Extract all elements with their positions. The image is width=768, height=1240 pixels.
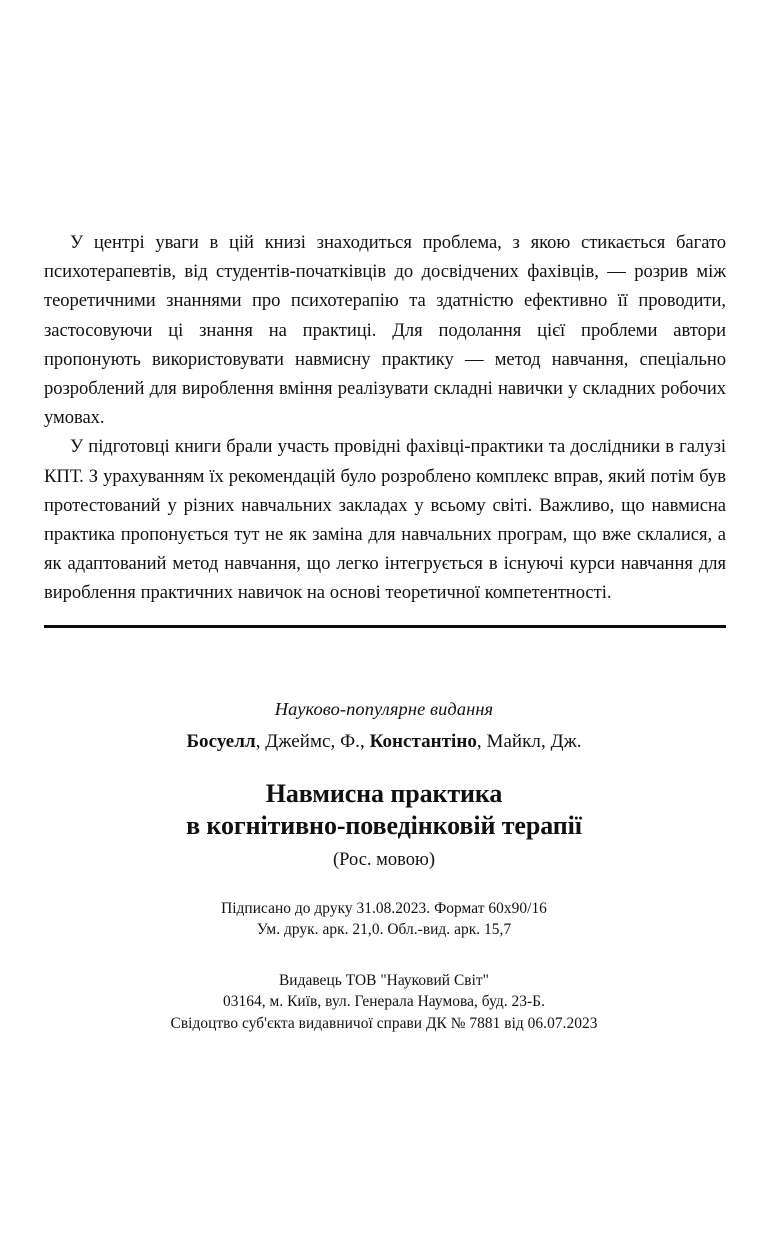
- body-paragraph-1: У центрі уваги в цій книзі знаходиться проблема, з якою стикається багато психотерапевтів, від студентів-початківців до досвідчених фахівців, — розрив між теоретичними знаннями про психотерапію та здатністю ефективно її проводити, застосовуючи ці знання на практиці. Для подолання цієї проблеми автори пропонують використовувати навмисну практику — метод навчання, спеціально розроблений для вироблення вміння реалізувати складні навички у складних робочих умовах.: [44, 232, 726, 429]
- author-surname-2: Константіно: [369, 731, 477, 752]
- body-text-block: [44, 228, 726, 608]
- book-title-line-2: в когнітивно-поведінковій терапії: [186, 811, 582, 840]
- language-note: (Рос. мовою): [333, 850, 435, 870]
- book-title-line-1: Навмисна практика: [265, 779, 503, 808]
- publisher-name: Видавець ТОВ "Науковий Світ": [278, 971, 490, 989]
- body-paragraph-2: У підготовці книги брали участь провідні фахівці-практики та дослідники в галузі КПТ. З урахуванням їх рекомендацій було розроблено комплекс вправ, який потім був протестований у різних навчальних закладах у всьому світі. Важливо, що навмисна практика пропонується тут не як заміна для навчальних програм, що вже склалися, а як адаптований метод навчання, що легко інтегрується в існуючі курси навчання для вироблення практичних навичок на основі теоретичної компетентності.: [44, 436, 726, 604]
- print-info-block: [0, 898, 768, 941]
- author-given-2: , Майкл, Дж.: [476, 731, 582, 752]
- publisher-info-block: [0, 970, 768, 1034]
- print-info-line-2: Ум. друк. арк. 21,0. Обл.-вид. арк. 15,7: [256, 921, 512, 939]
- series-label: Науково-популярне видання: [274, 699, 494, 719]
- publisher-license: Свідоцтво суб'єкта видавничої справи ДК № 7881 від 06.07.2023: [170, 1014, 598, 1032]
- publisher-address: 03164, м. Київ, вул. Генерала Наумова, буд. 23-Б.: [223, 993, 545, 1011]
- authors-line: [0, 729, 768, 755]
- horizontal-divider: [44, 625, 726, 628]
- author-given-1: , Джеймс, Ф.,: [255, 731, 370, 752]
- author-surname-1: Босуелл: [186, 731, 256, 752]
- colophon-block: [0, 697, 768, 1034]
- book-title: [0, 778, 768, 842]
- print-info-line-1: Підписано до друку 31.08.2023. Формат 60x90/16: [221, 900, 547, 917]
